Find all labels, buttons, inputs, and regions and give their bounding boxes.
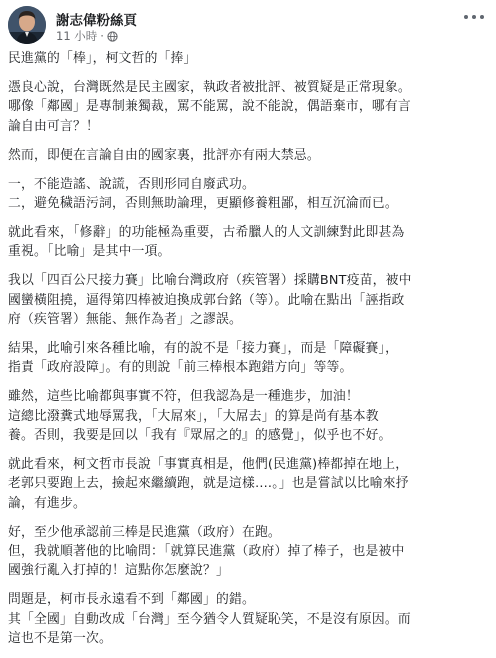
paragraph-9: [8, 455, 490, 513]
more-dot: [472, 15, 476, 19]
text-line: 國強行亂入打掉的！這點你怎麼說？」: [8, 563, 229, 579]
paragraph-11: [8, 590, 490, 648]
text-line: 這也不是第一次。: [8, 631, 112, 647]
text-line: 我以「四百公尺接力賽」比喻台灣政府（疾管署）採購BNT疫苗，被中: [8, 273, 412, 289]
paragraph-4: [8, 175, 490, 214]
more-dot: [464, 15, 468, 19]
text-line: 二，避免穢語污詞，否則無助論理，更顯修養粗鄙，相互沉淪而已。: [8, 195, 398, 211]
paragraph-title: [8, 49, 490, 68]
post-time[interactable]: 11 小時: [56, 29, 98, 43]
text-line: 養。否則，我要是回以「我有『眾屌之的』的感覺」，似乎也不好。: [8, 428, 392, 443]
globe-icon[interactable]: [107, 31, 118, 42]
avatar-image: [8, 6, 46, 44]
paragraph-8: [8, 387, 490, 445]
text-line: 指責「政府設障」。有的則說「前三棒根本跑錯方向」等等。: [8, 360, 353, 376]
text-line: 國蠻橫阻撓，逼得第四棒被迫換成郭台銘（等）。此喻在點出「誣指政: [8, 292, 405, 308]
text-line: 老郭只要跑上去，撿起來繼續跑，就是這樣….。」也是嘗試以比喻來抒: [8, 476, 409, 492]
post-meta: [56, 28, 118, 44]
text-line: 府（疾管署）無能、無作為者」之謬誤。: [8, 311, 242, 327]
meta-separator: ·: [100, 29, 104, 43]
paragraph-2: [8, 78, 490, 136]
text-line: 然而，即便在言論自由的國家裏，批評亦有兩大禁忌。: [8, 147, 320, 163]
more-options-icon[interactable]: [464, 10, 484, 24]
more-dot: [480, 15, 484, 19]
text-line: 好，至少他承認前三棒是民進黨（政府）在跑。: [8, 524, 281, 540]
text-line: 問題是，柯市長永遠看不到「鄰國」的錯。: [8, 592, 255, 608]
author-avatar[interactable]: [8, 6, 46, 44]
post-body: [8, 49, 490, 658]
text-line: 哪像「鄰國」是專制兼獨裁，罵不能罵，說不能說，偶語棄市，哪有言: [8, 99, 411, 115]
text-line: 一，不能造謠、說謊，否則形同自廢武功。: [8, 176, 255, 192]
text-line: 就此看來，柯文哲市長說「事實真相是，他們(民進黨)棒都掉在地上，: [8, 456, 409, 472]
text-line: 重視。「比喻」是其中一項。: [8, 244, 171, 260]
text-line: 論，有進步。: [8, 495, 86, 511]
text-line: 憑良心說，台灣既然是民主國家，執政者被批評、被質疑是正常現象。: [8, 79, 411, 95]
text-line: 結果，此喻引來各種比喻，有的說不是「接力賽」，而是「障礙賽」，: [8, 340, 399, 356]
paragraph-5: [8, 223, 490, 262]
text-line: 雖然，這些比喻都與事實不符，但我認為是一種進步，加油！: [8, 389, 359, 405]
text-line: 但，我就順著他的比喻問：「就算民進黨（政府）掉了棒子，也是被中: [8, 544, 405, 560]
paragraph-10: [8, 523, 490, 581]
author-name[interactable]: 謝志偉粉絲頁: [56, 13, 137, 29]
text-line: 論自由可言？！: [8, 118, 99, 134]
paragraph-3: [8, 146, 490, 165]
paragraph-6: [8, 271, 490, 329]
text-line: 就此看來，「修辭」的功能極為重要，古希臘人的人文訓練對此即甚為: [8, 224, 405, 240]
paragraph-7: [8, 339, 490, 378]
text-line: 這總比潑糞式地辱罵我，「大屌來」，「大屌去」的算是尚有基本教: [8, 408, 379, 424]
text-line: 其「全國」自動改成「台灣」至今猶令人質疑恥笑，不是沒有原因。而: [8, 611, 411, 627]
post-header: [8, 6, 488, 46]
text-line: 民進黨的「棒」，柯文哲的「捧」: [8, 51, 197, 66]
